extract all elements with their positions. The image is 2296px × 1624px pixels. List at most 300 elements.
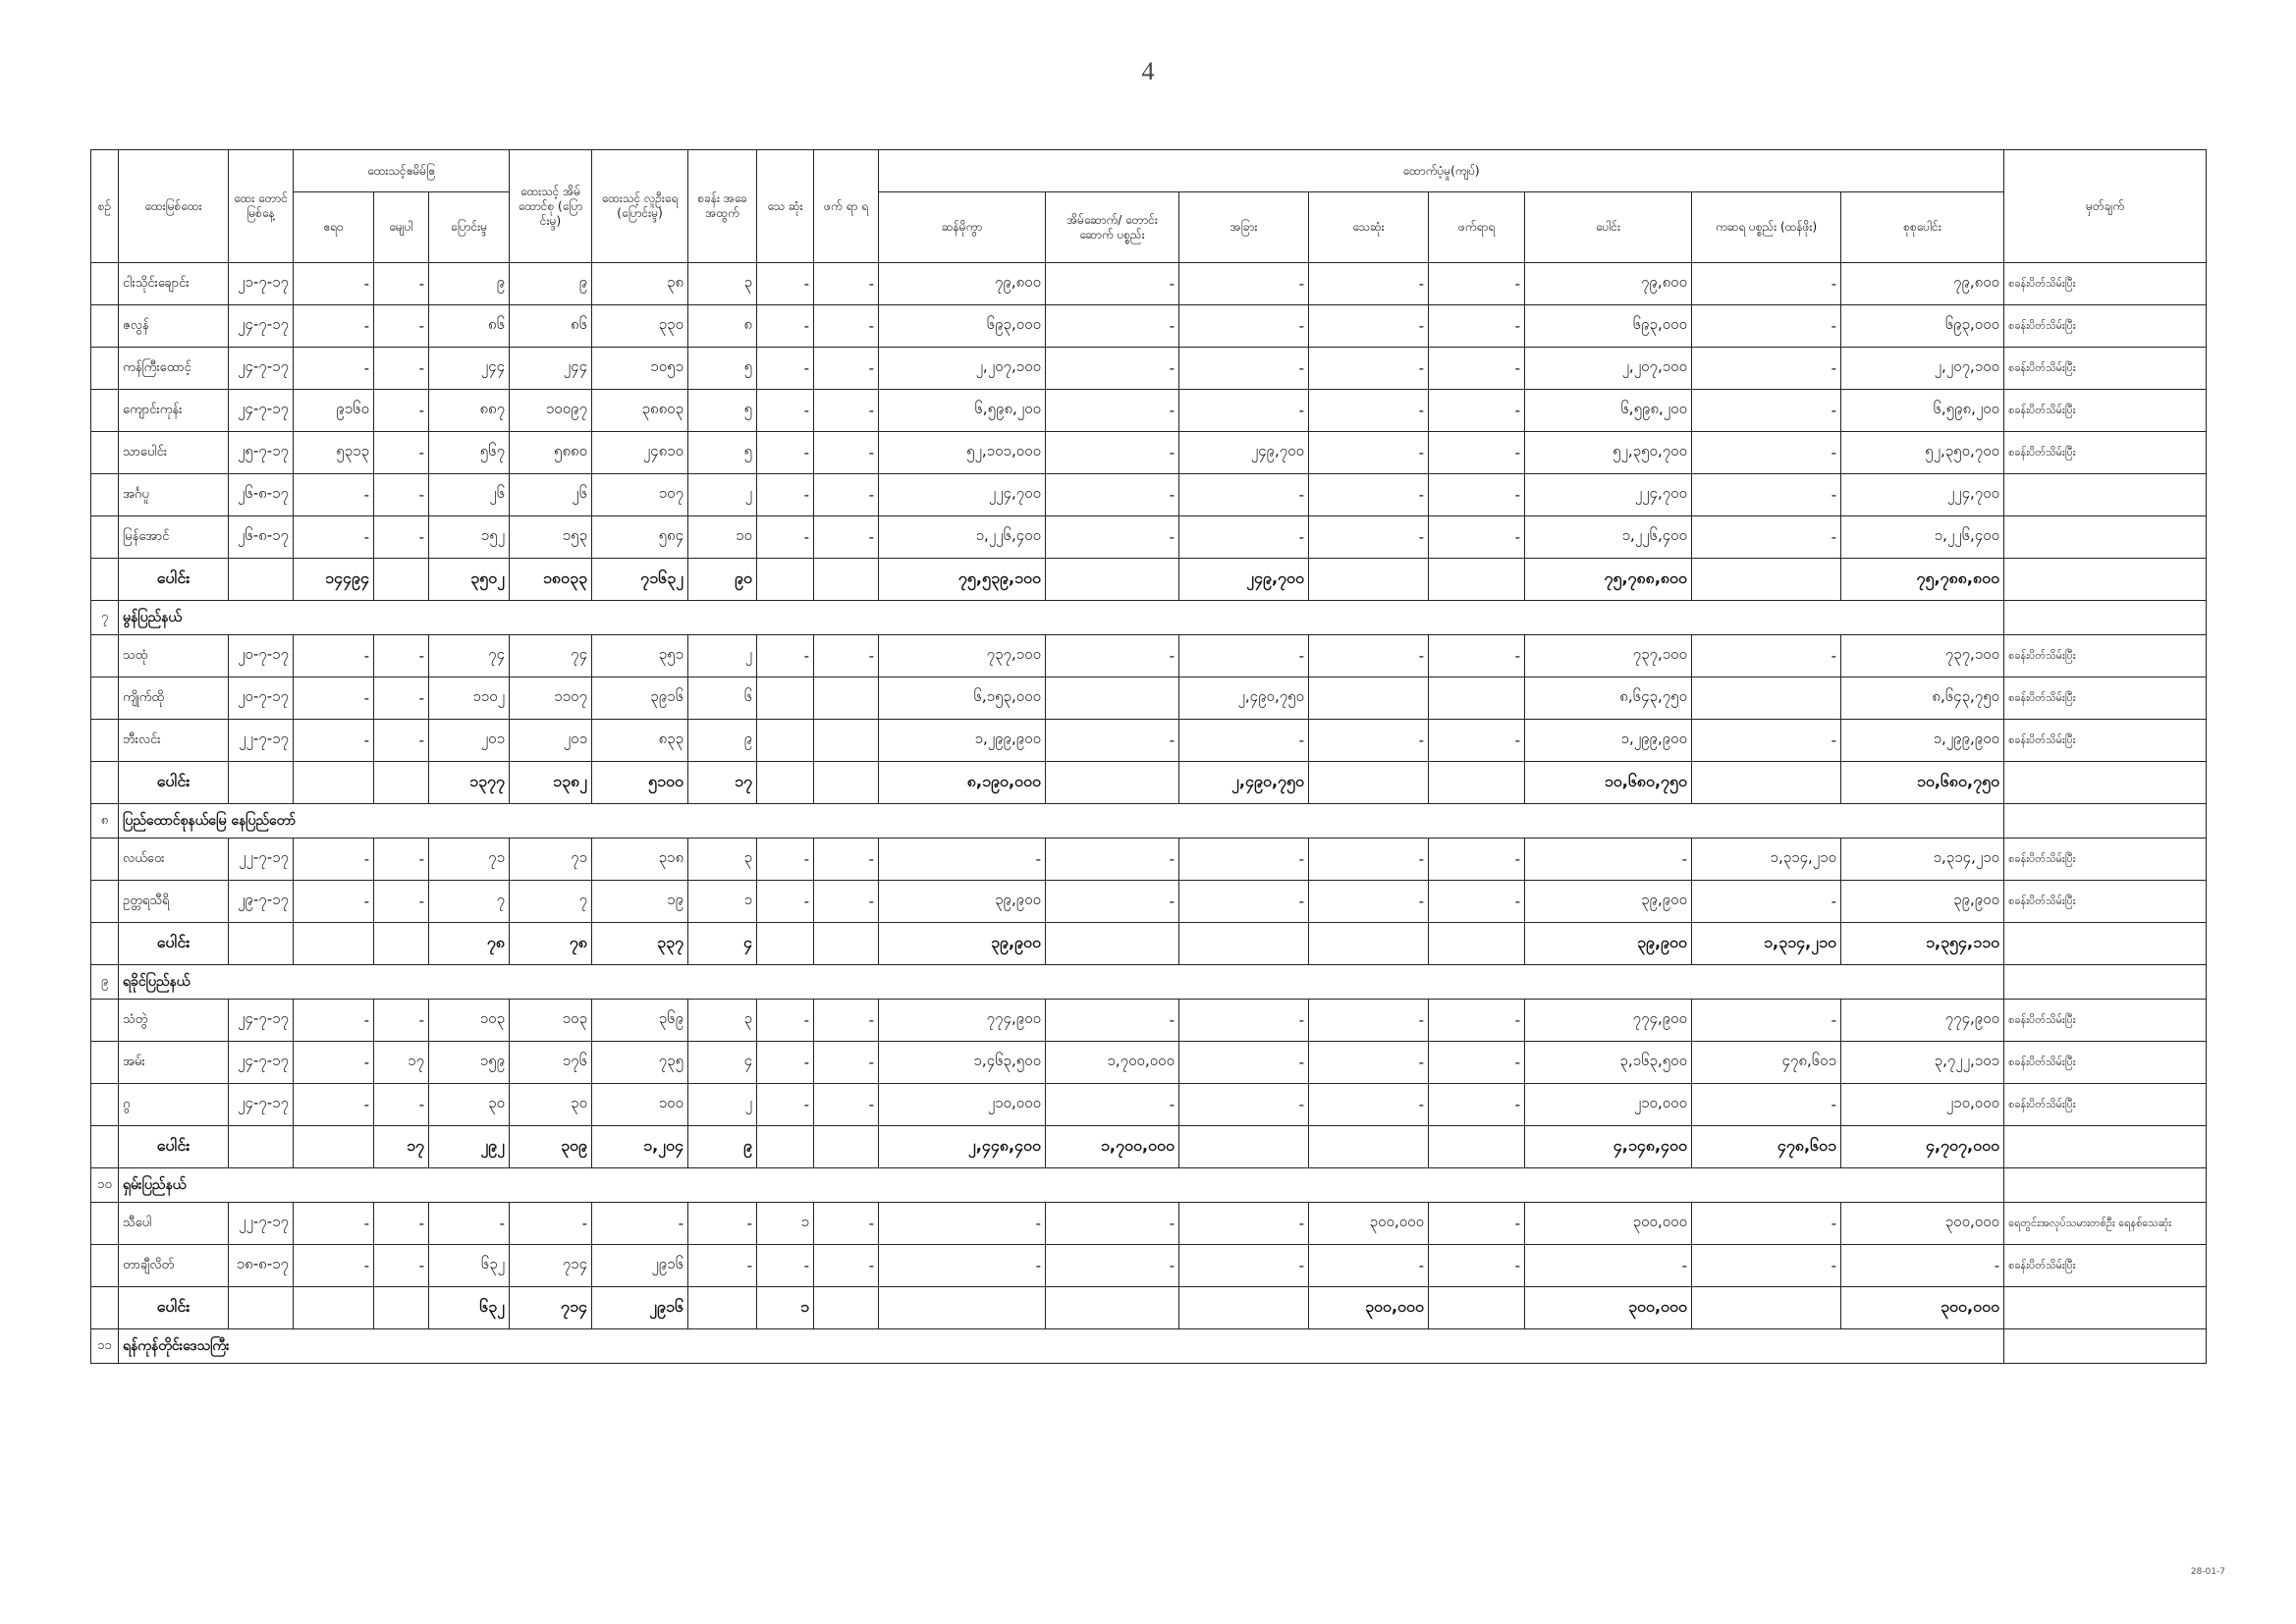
table-row xyxy=(91,516,2207,559)
area-3-cell: ၁၅၉ xyxy=(429,1042,510,1084)
deaths-cell: - xyxy=(757,1245,814,1287)
area-3-cell: ၂၀၁ xyxy=(429,720,510,762)
area-2-cell: - xyxy=(374,348,429,390)
area-3-cell: ၇၁ xyxy=(429,839,510,881)
total-cell: ၃၀၀,၀၀၀ xyxy=(1841,1287,2004,1329)
date-cell: ၁၈-၈-၁၇ xyxy=(229,1245,294,1287)
subtotal-cell: ၅၂,၃၅၀,၇၀၀ xyxy=(1525,432,1692,474)
header-cost-injured: ဖက်ရာရ xyxy=(1429,192,1525,263)
area-3-cell: ၂၄၄ xyxy=(429,348,510,390)
area-1-cell: ၉၁၆၀ xyxy=(294,390,374,432)
remark-cell: စခန်းပိတ်သိမ်းပြီး xyxy=(2004,720,2207,762)
other-cost-cell: ၂၄၉,၇၀၀ xyxy=(1179,432,1309,474)
injured-cell: - xyxy=(814,390,879,432)
row-number-cell xyxy=(91,305,119,348)
section-remark-cell xyxy=(2004,1168,2207,1203)
goods-value-cell: - xyxy=(1692,390,1841,432)
village-cell: မြန်အောင် xyxy=(119,516,229,559)
injured-cell xyxy=(814,923,879,965)
death-cost-cell xyxy=(1309,923,1429,965)
camp-days-cell: ၂ xyxy=(688,1084,757,1126)
area-2-cell: - xyxy=(374,432,429,474)
death-cost-cell: ၃၀၀,၀၀၀ xyxy=(1309,1287,1429,1329)
deaths-cell: ၁ xyxy=(757,1203,814,1245)
date-cell: ၂၄-၇-၁၇ xyxy=(229,390,294,432)
remark-cell: စခန်းပိတ်သိမ်းပြီး xyxy=(2004,1245,2207,1287)
injury-cost-cell: - xyxy=(1429,1042,1525,1084)
header-people: ထေးသင့် လူဦးရေ (ပြောင်းမ္ဒ) xyxy=(592,150,688,263)
households-cell: ၇၁၄ xyxy=(510,1287,592,1329)
remark-cell xyxy=(2004,1287,2207,1329)
header-cost-total: စုစုပေါင်း xyxy=(1841,192,2004,263)
area-1-cell: - xyxy=(294,1084,374,1126)
date-cell: ၂၀-၇-၁၇ xyxy=(229,677,294,720)
total-cell: ၇၉,၈၀၀ xyxy=(1841,263,2004,305)
date-cell: ၂၂-၇-၁၇ xyxy=(229,720,294,762)
table-row xyxy=(91,881,2207,923)
section-number: ၇ xyxy=(91,601,119,635)
housing-cost-cell: - xyxy=(1046,305,1179,348)
injured-cell: - xyxy=(814,305,879,348)
area-1-cell: - xyxy=(294,720,374,762)
households-cell: ၁၁၀၇ xyxy=(510,677,592,720)
area-1-cell: - xyxy=(294,1245,374,1287)
housing-cost-cell: - xyxy=(1046,839,1179,881)
header-area-1: ဧရဝ xyxy=(294,192,374,263)
deaths-cell: - xyxy=(757,305,814,348)
header-cost-goods: ကဆရ ပစ္စည်း (ထန်ဖိုး) xyxy=(1692,192,1841,263)
households-cell: - xyxy=(510,1203,592,1245)
subtotal-row xyxy=(91,1126,2207,1168)
goods-value-cell: - xyxy=(1692,516,1841,559)
injury-cost-cell xyxy=(1429,677,1525,720)
injured-cell: - xyxy=(814,1042,879,1084)
relief-table xyxy=(90,149,2207,1364)
people-cell: ၁၀၇ xyxy=(592,474,688,516)
injured-cell xyxy=(814,762,879,804)
village-cell: သာပေါင်း xyxy=(119,432,229,474)
total-cell: ၅၂,၃၅၀,၇၀၀ xyxy=(1841,432,2004,474)
area-3-cell: ၂၆ xyxy=(429,474,510,516)
camp-days-cell: ၂ xyxy=(688,635,757,677)
row-number-cell xyxy=(91,1042,119,1084)
people-cell: ၃၉၁၆ xyxy=(592,677,688,720)
camp-days-cell: - xyxy=(688,1203,757,1245)
death-cost-cell: - xyxy=(1309,1084,1429,1126)
table-body xyxy=(91,263,2207,1364)
injury-cost-cell: - xyxy=(1429,432,1525,474)
injured-cell: - xyxy=(814,474,879,516)
date-cell: ၂၄-၇-၁၇ xyxy=(229,305,294,348)
section-number: ၁၀ xyxy=(91,1168,119,1203)
area-1-cell: - xyxy=(294,1203,374,1245)
rice-cost-cell: ၈,၁၉၀,၀၀၀ xyxy=(879,762,1046,804)
area-3-cell: - xyxy=(429,1203,510,1245)
header-injured: ဖက် ရာ ရ xyxy=(814,150,879,263)
remark-cell xyxy=(2004,923,2207,965)
subtotal-cell: ၂၁၀,၀၀၀ xyxy=(1525,1084,1692,1126)
people-cell: - xyxy=(592,1203,688,1245)
total-cell: ၂,၂၀၇,၁၀၀ xyxy=(1841,348,2004,390)
people-cell: ၁,၂၀၄ xyxy=(592,1126,688,1168)
village-cell: ဘီးလင်း xyxy=(119,720,229,762)
village-cell: ဥတ္တရသီရိ xyxy=(119,881,229,923)
area-3-cell: ၇ xyxy=(429,881,510,923)
injury-cost-cell xyxy=(1429,1287,1525,1329)
camp-days-cell: ၉၀ xyxy=(688,559,757,601)
subtotal-cell: ၁,၂၉၉,၉၀၀ xyxy=(1525,720,1692,762)
goods-value-cell xyxy=(1692,677,1841,720)
camp-days-cell: ၉ xyxy=(688,720,757,762)
other-cost-cell xyxy=(1179,1126,1309,1168)
section-row xyxy=(91,965,2207,1000)
header-cost-group: ထောက်ပံ့မှု(ကျပ်) xyxy=(879,150,2004,192)
area-3-cell: ၈၈၇ xyxy=(429,390,510,432)
date-cell: ၂၆-၈-၁၇ xyxy=(229,474,294,516)
other-cost-cell: - xyxy=(1179,881,1309,923)
households-cell: ၁၃၈၂ xyxy=(510,762,592,804)
area-2-cell: - xyxy=(374,1203,429,1245)
area-1-cell: ၁၄၄၉၄ xyxy=(294,559,374,601)
deaths-cell xyxy=(757,559,814,601)
area-2-cell: ၁၇ xyxy=(374,1126,429,1168)
area-3-cell: ၁၀၃ xyxy=(429,1000,510,1042)
remark-cell: စခန်းပိတ်သိမ်းပြီး xyxy=(2004,839,2207,881)
rice-cost-cell: ၆,၁၅၃,၀၀၀ xyxy=(879,677,1046,720)
goods-value-cell: - xyxy=(1692,1000,1841,1042)
rice-cost-cell: ၆,၅၉၈,၂၀၀ xyxy=(879,390,1046,432)
total-cell: ၁,၃၁၄,၂၁၀ xyxy=(1841,839,2004,881)
injured-cell xyxy=(814,559,879,601)
households-cell: ၂၆ xyxy=(510,474,592,516)
area-3-cell: ၈၆ xyxy=(429,305,510,348)
rice-cost-cell: ၂,၂၀၇,၁၀၀ xyxy=(879,348,1046,390)
table-row xyxy=(91,635,2207,677)
area-2-cell: - xyxy=(374,1245,429,1287)
header-cost-housing: အိမ်ဆောက်/ တောင်းဆောက် ပစ္စည်း xyxy=(1046,192,1179,263)
people-cell: ၂၉၁၆ xyxy=(592,1287,688,1329)
housing-cost-cell: - xyxy=(1046,1000,1179,1042)
village-cell: ဂွ xyxy=(119,1084,229,1126)
rice-cost-cell: ၆၉၃,၀၀၀ xyxy=(879,305,1046,348)
row-number-cell xyxy=(91,677,119,720)
households-cell: ၃၀၉ xyxy=(510,1126,592,1168)
subtotal-cell: ၂,၂၀၇,၁၀၀ xyxy=(1525,348,1692,390)
table-row xyxy=(91,1042,2207,1084)
households-cell: ၁၇၆ xyxy=(510,1042,592,1084)
deaths-cell: - xyxy=(757,432,814,474)
row-number-cell xyxy=(91,1287,119,1329)
camp-days-cell: ၅ xyxy=(688,432,757,474)
injured-cell xyxy=(814,677,879,720)
header-no: စဥ် xyxy=(91,150,119,263)
households-cell: ၈၆ xyxy=(510,305,592,348)
subtotal-cell: ၃၉,၉၀၀ xyxy=(1525,923,1692,965)
header-date: ထေး တောင် မြစ်နေ့ xyxy=(229,150,294,263)
total-cell: ၁၀,၆၈၀,၇၅၀ xyxy=(1841,762,2004,804)
injured-cell: - xyxy=(814,635,879,677)
camp-days-cell: - xyxy=(688,1245,757,1287)
rice-cost-cell: - xyxy=(879,839,1046,881)
section-row xyxy=(91,1329,2207,1364)
subtotal-cell: ၃၀၀,၀၀၀ xyxy=(1525,1203,1692,1245)
date-cell xyxy=(229,1287,294,1329)
date-cell xyxy=(229,762,294,804)
remark-cell xyxy=(2004,516,2207,559)
deaths-cell: - xyxy=(757,1042,814,1084)
subtotal-row xyxy=(91,762,2207,804)
households-cell: ၂၄၄ xyxy=(510,348,592,390)
injured-cell: - xyxy=(814,348,879,390)
area-3-cell: ၆၃၂ xyxy=(429,1287,510,1329)
area-2-cell: - xyxy=(374,263,429,305)
people-cell: ၃၈ xyxy=(592,263,688,305)
area-2-cell: - xyxy=(374,677,429,720)
remark-cell: စခန်းပိတ်သိမ်းပြီး xyxy=(2004,677,2207,720)
section-remark-cell xyxy=(2004,601,2207,635)
camp-days-cell: ၃ xyxy=(688,263,757,305)
death-cost-cell: - xyxy=(1309,474,1429,516)
camp-days-cell: ၅ xyxy=(688,390,757,432)
subtotal-cell: ၃,၁၆၃,၅၀၀ xyxy=(1525,1042,1692,1084)
remark-cell: စခန်းပိတ်သိမ်းပြီး xyxy=(2004,635,2207,677)
goods-value-cell xyxy=(1692,762,1841,804)
date-cell: ၂၆-၈-၁၇ xyxy=(229,516,294,559)
village-cell: ဇလွန် xyxy=(119,305,229,348)
area-1-cell: - xyxy=(294,1000,374,1042)
death-cost-cell: ၃၀၀,၀၀၀ xyxy=(1309,1203,1429,1245)
injury-cost-cell xyxy=(1429,1126,1525,1168)
area-2-cell: - xyxy=(374,516,429,559)
camp-days-cell: ၃ xyxy=(688,1000,757,1042)
housing-cost-cell: - xyxy=(1046,474,1179,516)
goods-value-cell: - xyxy=(1692,348,1841,390)
remark-cell xyxy=(2004,474,2207,516)
injury-cost-cell: - xyxy=(1429,305,1525,348)
injury-cost-cell: - xyxy=(1429,348,1525,390)
section-title: ရခိုင်ပြည်နယ် xyxy=(119,965,2004,1000)
people-cell: ၁၉ xyxy=(592,881,688,923)
people-cell: ၇၃၅ xyxy=(592,1042,688,1084)
injured-cell: - xyxy=(814,263,879,305)
subtotal-cell: ၇၉,၈၀၀ xyxy=(1525,263,1692,305)
total-cell: ၁,၃၅၄,၁၁၀ xyxy=(1841,923,2004,965)
other-cost-cell: - xyxy=(1179,720,1309,762)
other-cost-cell xyxy=(1179,1287,1309,1329)
header-area-2: မျေပါ xyxy=(374,192,429,263)
total-cell: ၇၅,၇၈၈,၈၀၀ xyxy=(1841,559,2004,601)
other-cost-cell: - xyxy=(1179,390,1309,432)
camp-days-cell: ၆ xyxy=(688,677,757,720)
deaths-cell: - xyxy=(757,263,814,305)
area-2-cell: ၁၇ xyxy=(374,1042,429,1084)
housing-cost-cell xyxy=(1046,677,1179,720)
village-cell: လယ်ဝေး xyxy=(119,839,229,881)
date-cell xyxy=(229,1126,294,1168)
people-cell: ၅၈၄ xyxy=(592,516,688,559)
area-1-cell xyxy=(294,1287,374,1329)
injury-cost-cell: - xyxy=(1429,1000,1525,1042)
subtotal-cell: ၂၂၄,၇၀၀ xyxy=(1525,474,1692,516)
total-cell: ၂၂၄,၇၀၀ xyxy=(1841,474,2004,516)
death-cost-cell: - xyxy=(1309,390,1429,432)
area-2-cell: - xyxy=(374,474,429,516)
other-cost-cell: - xyxy=(1179,635,1309,677)
goods-value-cell: ၄၇၈,၆၀၁ xyxy=(1692,1126,1841,1168)
total-cell: ၂၁၀,၀၀၀ xyxy=(1841,1084,2004,1126)
people-cell: ၅၁၀၀ xyxy=(592,762,688,804)
area-1-cell: - xyxy=(294,881,374,923)
rice-cost-cell xyxy=(879,1287,1046,1329)
subtotal-cell: ၈,၆၄၃,၇၅၀ xyxy=(1525,677,1692,720)
subtotal-cell: ၃၉,၉၀၀ xyxy=(1525,881,1692,923)
other-cost-cell: ၂၄၉,၇၀၀ xyxy=(1179,559,1309,601)
area-1-cell xyxy=(294,923,374,965)
injured-cell: - xyxy=(814,1084,879,1126)
death-cost-cell xyxy=(1309,762,1429,804)
village-cell: ပေါင်း xyxy=(119,559,229,601)
rice-cost-cell: ၅၂,၁၀၁,၀၀၀ xyxy=(879,432,1046,474)
people-cell: ၃၃၀ xyxy=(592,305,688,348)
goods-value-cell: - xyxy=(1692,432,1841,474)
remark-cell xyxy=(2004,559,2207,601)
goods-value-cell: - xyxy=(1692,1084,1841,1126)
rice-cost-cell: ၇၇၄,၉၀၀ xyxy=(879,1000,1046,1042)
village-cell: ပေါင်း xyxy=(119,1126,229,1168)
housing-cost-cell: - xyxy=(1046,1245,1179,1287)
deaths-cell: - xyxy=(757,1084,814,1126)
section-title: ရှမ်းပြည်နယ် xyxy=(119,1168,2004,1203)
area-1-cell xyxy=(294,1126,374,1168)
rice-cost-cell: ၂,၄၄၈,၄၀၀ xyxy=(879,1126,1046,1168)
injury-cost-cell: - xyxy=(1429,516,1525,559)
table-row xyxy=(91,263,2207,305)
death-cost-cell: - xyxy=(1309,348,1429,390)
section-row xyxy=(91,804,2207,839)
camp-days-cell xyxy=(688,1287,757,1329)
area-2-cell: - xyxy=(374,1000,429,1042)
area-3-cell: ၃၀ xyxy=(429,1084,510,1126)
death-cost-cell: - xyxy=(1309,1000,1429,1042)
area-3-cell: ၁၅၂ xyxy=(429,516,510,559)
households-cell: ၇၄ xyxy=(510,635,592,677)
date-cell xyxy=(229,923,294,965)
date-cell: ၂၉-၇-၁၇ xyxy=(229,881,294,923)
injured-cell: - xyxy=(814,1203,879,1245)
village-cell: ပေါင်း xyxy=(119,1287,229,1329)
area-1-cell: - xyxy=(294,474,374,516)
section-title: မွန်ပြည်နယ် xyxy=(119,601,2004,635)
date-cell: ၂၀-၇-၁၇ xyxy=(229,635,294,677)
housing-cost-cell: - xyxy=(1046,263,1179,305)
subtotal-row xyxy=(91,1287,2207,1329)
other-cost-cell: - xyxy=(1179,839,1309,881)
people-cell: ၂၉၁၆ xyxy=(592,1245,688,1287)
other-cost-cell: - xyxy=(1179,474,1309,516)
village-cell: တာချီလိတ် xyxy=(119,1245,229,1287)
deaths-cell: - xyxy=(757,516,814,559)
section-number: ၈ xyxy=(91,804,119,839)
area-1-cell: - xyxy=(294,263,374,305)
subtotal-cell: ၁၀,၆၈၀,၇၅၀ xyxy=(1525,762,1692,804)
death-cost-cell: - xyxy=(1309,635,1429,677)
goods-value-cell: ၁,၃၁၄,၂၁၀ xyxy=(1692,923,1841,965)
row-number-cell xyxy=(91,762,119,804)
camp-days-cell: ၂ xyxy=(688,474,757,516)
area-2-cell xyxy=(374,559,429,601)
row-number-cell xyxy=(91,432,119,474)
subtotal-cell: ၇၇၄,၉၀၀ xyxy=(1525,1000,1692,1042)
other-cost-cell: ၂,၄၉၀,၇၅၀ xyxy=(1179,762,1309,804)
rice-cost-cell: ၂၂၄,၇၀၀ xyxy=(879,474,1046,516)
total-cell: ၄,၇၀၇,၀၀၀ xyxy=(1841,1126,2004,1168)
injured-cell: - xyxy=(814,839,879,881)
injury-cost-cell xyxy=(1429,762,1525,804)
relief-table-sheet xyxy=(90,149,2204,1364)
rice-cost-cell: ၇၃၇,၁၀၀ xyxy=(879,635,1046,677)
remark-cell: စခန်းပိတ်သိမ်းပြီး xyxy=(2004,432,2207,474)
row-number-cell xyxy=(91,516,119,559)
area-3-cell: ၇၄ xyxy=(429,635,510,677)
rice-cost-cell: ၃၉,၉၀၀ xyxy=(879,923,1046,965)
section-row xyxy=(91,1168,2207,1203)
people-cell: ၃၆၉ xyxy=(592,1000,688,1042)
people-cell: ၃၈၈၀၃ xyxy=(592,390,688,432)
village-cell: ငါးသိုင်းချောင်း xyxy=(119,263,229,305)
other-cost-cell: - xyxy=(1179,1000,1309,1042)
total-cell: ၇၇၄,၉၀၀ xyxy=(1841,1000,2004,1042)
subtotal-cell: ၁,၂၂၆,၄၀၀ xyxy=(1525,516,1692,559)
area-3-cell: ၅၆၇ xyxy=(429,432,510,474)
table-header xyxy=(91,150,2207,263)
remark-cell: စခန်းပိတ်သိမ်းပြီး xyxy=(2004,1042,2207,1084)
date-cell: ၂၄-၇-၁၇ xyxy=(229,1042,294,1084)
households-cell: ၇ xyxy=(510,881,592,923)
area-1-cell: - xyxy=(294,839,374,881)
housing-cost-cell: - xyxy=(1046,881,1179,923)
households-cell: ၁၀၀၉၇ xyxy=(510,390,592,432)
deaths-cell xyxy=(757,677,814,720)
area-3-cell: ၁၃၇၇ xyxy=(429,762,510,804)
row-number-cell xyxy=(91,474,119,516)
village-cell: အင်္ဂပူ xyxy=(119,474,229,516)
header-area-group: ထေးသင့်ဧမိမ်ဧြ xyxy=(294,150,510,192)
other-cost-cell: ၂,၄၉၀,၇၅၀ xyxy=(1179,677,1309,720)
area-1-cell xyxy=(294,762,374,804)
row-number-cell xyxy=(91,1084,119,1126)
village-cell: ကျိုက်ထို xyxy=(119,677,229,720)
goods-value-cell: - xyxy=(1692,474,1841,516)
section-number: ၉ xyxy=(91,965,119,1000)
area-1-cell: - xyxy=(294,635,374,677)
header-cost-deaths: သေဆုံး xyxy=(1309,192,1429,263)
table-row xyxy=(91,839,2207,881)
header-camp-days: စခန်း အခေ အထွက် xyxy=(688,150,757,263)
area-2-cell: - xyxy=(374,1084,429,1126)
row-number-cell xyxy=(91,348,119,390)
area-1-cell: - xyxy=(294,677,374,720)
area-3-cell: ၂၉၂ xyxy=(429,1126,510,1168)
rice-cost-cell: - xyxy=(879,1203,1046,1245)
remark-cell: စခန်းပိတ်သိမ်းပြီး xyxy=(2004,881,2207,923)
row-number-cell xyxy=(91,390,119,432)
deaths-cell: ၁ xyxy=(757,1287,814,1329)
injured-cell: - xyxy=(814,1245,879,1287)
housing-cost-cell xyxy=(1046,762,1179,804)
row-number-cell xyxy=(91,720,119,762)
date-cell: ၂၂-၇-၁၇ xyxy=(229,839,294,881)
housing-cost-cell: - xyxy=(1046,635,1179,677)
